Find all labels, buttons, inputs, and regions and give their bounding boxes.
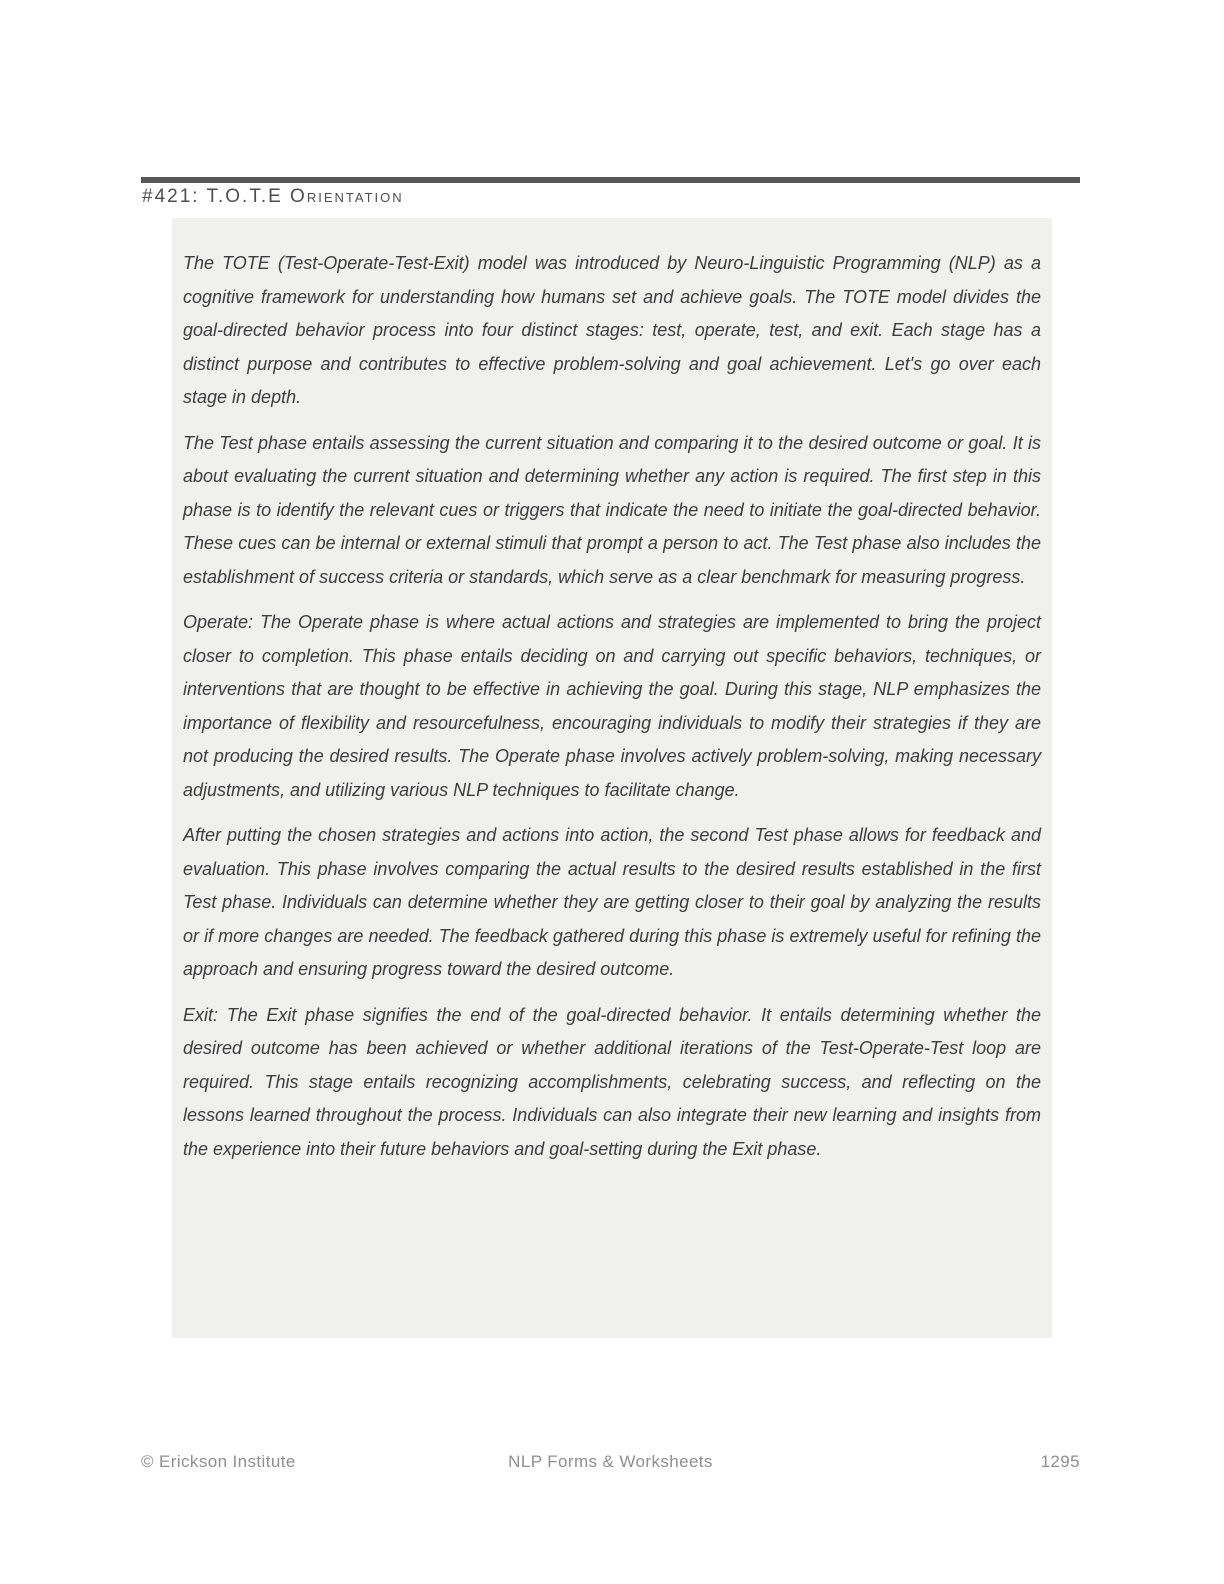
footer-book-title: NLP Forms & Worksheets bbox=[508, 1452, 713, 1471]
paragraph-second-test-phase: After putting the chosen strategies and actions into action, the second Test phase allows for feedback and evaluation. This phase involves comparing the actual results to the desired results established in the first Test phase. Individuals can determine whether they are getting closer to their goal by analyzing the results or if more changes are needed. The feedback gathered during this phase is extremely useful for refining the approach and ensuring progress toward the desired outcome. bbox=[183, 825, 1041, 979]
footer-page-number: 1295 bbox=[1040, 1452, 1080, 1471]
content-panel bbox=[172, 218, 1052, 1338]
footer-copyright: © Erickson Institute bbox=[141, 1452, 296, 1471]
page-title: #421: T.O.T.E Orientation bbox=[142, 186, 404, 207]
paragraph-operate-phase: Operate: The Operate phase is where actual actions and strategies are implemented to bring the project closer to completion. This phase entails deciding on and carrying out specific behaviors, techniques, or interventions that are thought to be effective in achieving the goal. During this stage, NLP emphasizes the importance of flexibility and resourcefulness, encouraging individuals to modify their strategies if they are not producing the desired results. The Operate phase involves actively problem-solving, making necessary adjustments, and utilizing various NLP techniques to facilitate change. bbox=[183, 612, 1041, 800]
page-footer bbox=[141, 1452, 1080, 1472]
paragraph-test-phase: The Test phase entails assessing the current situation and comparing it to the desired outcome or goal. It is about evaluating the current situation and determining whether any action is required. The first step in this phase is to identify the relevant cues or triggers that indicate the need to initiate the goal-directed behavior. These cues can be internal or external stimuli that prompt a person to act. The Test phase also includes the establishment of success criteria or standards, which serve as a clear benchmark for measuring progress. bbox=[183, 432, 1041, 587]
section-divider-rule bbox=[141, 177, 1080, 183]
paragraph-intro: The TOTE (Test-Operate-Test-Exit) model was introduced by Neuro-Linguistic Programming (NLP) as a cognitive framework for understanding how humans set and achieve goals. The TOTE model divides the goal-directed behavior process into four distinct stages: test, operate, test, and exit. Each stage has a distinct purpose and contributes to effective problem-solving and goal achievement. Let's go over each stage in depth. bbox=[183, 253, 1041, 407]
paragraph-exit-phase: Exit: The Exit phase signifies the end of the goal-directed behavior. It entails determining whether the desired outcome has been achieved or whether additional iterations of the Test-Operate-Test loop are required. This stage entails recognizing accomplishments, celebrating success, and reflecting on the lessons learned throughout the process. Individuals can also integrate their new learning and insights from the experience into their future behaviors and goal-setting during the Exit phase. bbox=[183, 1004, 1041, 1159]
